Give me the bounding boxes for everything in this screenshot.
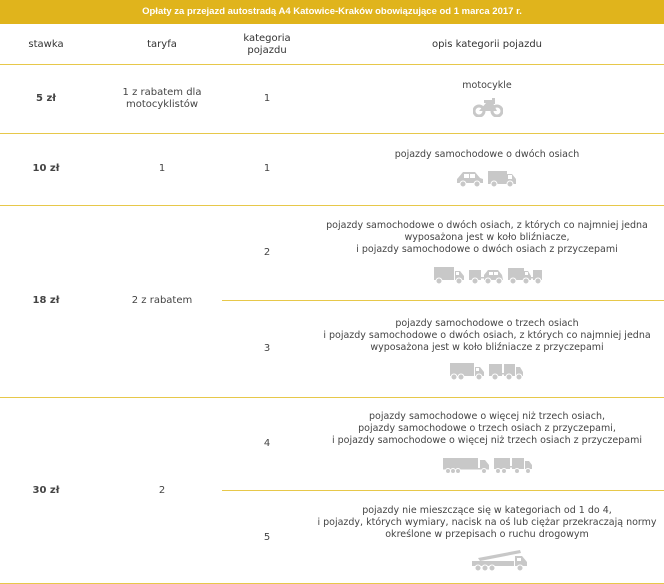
row4a-opis-line1: pojazdy samochodowe o więcej niż trzech osiach, <box>368 411 606 422</box>
header-kategoria <box>232 28 302 62</box>
semi-trailer-icon <box>442 456 490 474</box>
truck-trailer-icon <box>493 456 533 474</box>
row3a-opis-line1: pojazdy samochodowe o dwóch osiach, z których co najmniej jedna <box>326 220 648 231</box>
row1-taryfa <box>92 65 232 133</box>
table-title: Opłaty za przejazd autostradą A4 Katowice-Kraków obowiązujące od 1 marca 2017 r. <box>0 0 664 24</box>
row3b-icons <box>449 361 524 381</box>
row1-stawka: 5 zł <box>36 93 56 104</box>
row4b-opis-line2: i pojazdy, których wymiary, nacisk na oś lub ciężar przekraczają normy <box>317 517 657 528</box>
row1-icons <box>473 95 503 117</box>
row3a-opis-line2: wyposażona jest w koło bliźniacze, <box>404 232 570 243</box>
van-trailer-icon <box>507 265 543 285</box>
row4-stawka: 30 zł <box>32 485 60 496</box>
row1-opis <box>310 80 664 92</box>
row4b-icons <box>470 548 530 572</box>
motorcycle-icon <box>473 95 503 117</box>
car-trailer-icon <box>468 265 504 285</box>
header-stawka: stawka <box>28 39 64 50</box>
header-opis: opis kategorii pojazdu <box>431 39 543 50</box>
row4b-opis-line3: określone w przepisach o ruchu drogowym <box>385 529 589 540</box>
row1-kategoria: 1 <box>263 93 271 104</box>
row3a-opis-line3: i pojazdy samochodowe o dwóch osiach z przyczepami <box>356 244 618 255</box>
row2-icons <box>456 168 517 188</box>
row1-opis-line: motocykle <box>462 80 512 91</box>
row3b-kategoria: 3 <box>263 342 271 354</box>
row3a-opis <box>310 220 664 256</box>
row3-taryfa: 2 z rabatem <box>131 295 193 306</box>
car-icon <box>456 168 484 188</box>
row1-taryfa-line1: 1 z rabatem dla <box>122 87 202 98</box>
header-kategoria-line1: kategoria <box>243 33 291 44</box>
row3b-opis-line3: wyposażona jest w koło bliźniacze z przyczepami <box>370 342 604 353</box>
header-taryfa: taryfa <box>147 39 177 50</box>
row4a-opis <box>310 411 664 447</box>
row4b-opis-line1: pojazdy nie mieszczące się w kategoriach od 1 do 4, <box>362 505 612 516</box>
row2-stawka: 10 zł <box>32 163 60 174</box>
row4a-opis-line2: pojazdy samochodowe o trzech osiach z przyczepami, <box>358 423 616 434</box>
row2-taryfa: 1 <box>158 163 166 174</box>
header-kategoria-line2: pojazdu <box>247 45 287 56</box>
row2-opis <box>310 149 664 161</box>
row3b-opis <box>310 318 664 354</box>
truck-icon <box>433 265 465 285</box>
truck-trailer-icon <box>488 361 524 381</box>
row2-opis-line: pojazdy samochodowe o dwóch osiach <box>394 149 580 160</box>
row4b-kategoria: 5 <box>263 531 271 543</box>
van-icon <box>487 168 517 188</box>
row3b-opis-line1: pojazdy samochodowe o trzech osiach <box>395 318 579 329</box>
row2-kategoria: 1 <box>263 163 271 174</box>
crane-truck-icon <box>470 548 530 572</box>
row4b-opis <box>310 505 664 541</box>
row3a-kategoria: 2 <box>263 247 271 258</box>
row4a-icons <box>442 456 533 474</box>
truck-3axle-icon <box>449 361 485 381</box>
row4a-opis-line3: i pojazdy samochodowe o więcej niż trzech osiach z przyczepami <box>331 435 643 446</box>
row1-taryfa-line2: motocyklistów <box>125 99 199 110</box>
row4-taryfa: 2 <box>158 485 166 496</box>
row4a-kategoria: 4 <box>263 438 271 449</box>
row3a-icons <box>433 265 543 285</box>
row3b-opis-line2: i pojazdy samochodowe o dwóch osiach, z których co najmniej jedna <box>323 330 651 341</box>
row3-stawka: 18 zł <box>32 295 60 306</box>
